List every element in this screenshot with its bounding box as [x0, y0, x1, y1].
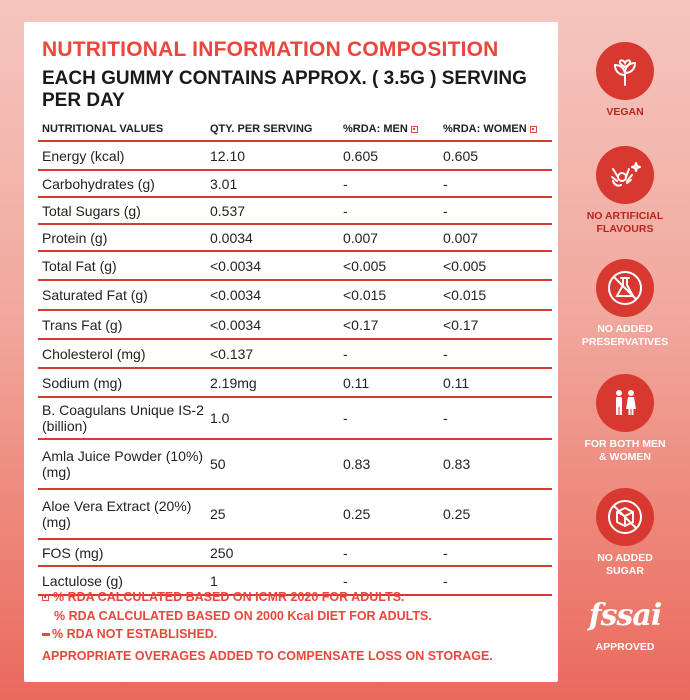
page-title: NUTRITIONAL INFORMATION COMPOSITION [42, 38, 499, 61]
nutrient-name: Amla Juice Powder (10%) (mg) [42, 448, 204, 480]
qty-value: 1 [210, 572, 218, 589]
rda-men-value: <0.015 [343, 287, 387, 303]
qty-value: <0.0034 [210, 316, 261, 333]
table-row [38, 340, 552, 369]
man-woman-icon [596, 374, 654, 432]
plant-heart-icon [596, 42, 654, 100]
fssai-logo: fssai [588, 598, 662, 633]
rda-men-value: 0.83 [343, 456, 371, 472]
rda-men-value: <0.17 [343, 316, 379, 333]
table-row [38, 281, 552, 311]
nutrient-name: FOS (mg) [42, 544, 104, 561]
rda-men-value: - [343, 544, 348, 561]
table-header [38, 118, 552, 142]
nutrient-name: Carbohydrates (g) [42, 175, 155, 192]
badge-no-added-sugar: NO ADDED SUGAR [580, 488, 670, 578]
rda-men-value: - [343, 345, 348, 362]
table-row [38, 142, 552, 171]
rda-women-value: <0.015 [443, 287, 487, 303]
nutrient-name: Total Sugars (g) [42, 202, 141, 219]
qty-value: 0.537 [210, 202, 246, 219]
table-row [38, 540, 552, 567]
qty-value: <0.137 [210, 345, 254, 362]
dash-icon [42, 633, 50, 636]
icmr-marker-icon [411, 126, 418, 133]
rda-women-value: 0.007 [443, 229, 479, 246]
qty-value: 3.01 [210, 175, 238, 192]
rda-women-value: - [443, 345, 448, 362]
badge-no-added-preservatives: NO ADDED PRESERVATIVES [580, 259, 670, 349]
header-rda-men: %RDA: MEN [343, 123, 443, 135]
table-row [38, 440, 552, 490]
header-qty: QTY. PER SERVING [210, 123, 313, 135]
nutrient-name: Saturated Fat (g) [42, 287, 148, 303]
rda-women-value: 0.11 [443, 374, 470, 391]
rda-men-value: - [343, 202, 348, 219]
qty-value: 12.10 [210, 147, 246, 164]
rda-women-value: 0.605 [443, 147, 479, 164]
table-row [38, 311, 552, 340]
qty-value: 1.0 [210, 410, 230, 426]
nutrient-name: Total Fat (g) [42, 257, 117, 274]
table-row [38, 490, 552, 540]
badge-vegan: VEGAN [580, 42, 670, 119]
rda-women-value: <0.005 [443, 257, 487, 274]
ok-hand-icon [596, 146, 654, 204]
nutrient-name: Sodium (mg) [42, 374, 123, 391]
rda-women-value: 0.83 [443, 456, 471, 472]
rda-men-value: - [343, 175, 348, 192]
footnote-overages: APPROPRIATE OVERAGES ADDED TO COMPENSATE LOSS ON STORAGE. [42, 648, 493, 663]
icmr-marker-icon [42, 594, 49, 601]
nutrient-name: B. Coagulans Unique IS-2 (billion) [42, 402, 204, 434]
header-rda-women: %RDA: WOMEN [443, 123, 552, 135]
rda-men-value: - [343, 572, 348, 589]
footnote-not-established: % RDA NOT ESTABLISHED. [42, 625, 552, 644]
qty-value: 2.19mg [210, 374, 257, 391]
nutrient-name: Aloe Vera Extract (20%) (mg) [42, 498, 192, 530]
badge-fssai: fssai APPROVED [580, 598, 670, 654]
rda-men-value: 0.007 [343, 229, 379, 246]
footnote-kcal: % RDA CALCULATED BASED ON 2000 Kcal DIET FOR ADULTS. [54, 608, 432, 623]
rda-men-value: 0.605 [343, 147, 379, 164]
no-sugar-cube-icon [596, 488, 654, 546]
table-body [38, 142, 552, 596]
rda-women-value: - [443, 175, 448, 192]
qty-value: 0.0034 [210, 229, 253, 246]
table-row [38, 369, 552, 398]
table-row [38, 171, 552, 198]
rda-men-value: 0.11 [343, 374, 370, 391]
nutrient-name: Cholesterol (mg) [42, 345, 146, 362]
rda-women-value: - [443, 410, 448, 426]
rda-women-value: - [443, 572, 448, 589]
table-row [38, 225, 552, 252]
badge-men-women: FOR BOTH MEN & WOMEN [580, 374, 670, 464]
qty-value: <0.0034 [210, 287, 261, 303]
nutrient-name: Energy (kcal) [42, 147, 125, 164]
footnote-icmr: % RDA CALCULATED BASED ON ICMR 2020 FOR ADULTS. [42, 588, 552, 607]
rda-women-value: - [443, 544, 448, 561]
rda-women-value: <0.17 [443, 316, 479, 333]
nutrition-card [24, 22, 558, 682]
header-nutritional-values: NUTRITIONAL VALUES [42, 123, 164, 135]
qty-value: 50 [210, 456, 226, 472]
feature-badges [580, 0, 670, 700]
qty-value: <0.0034 [210, 257, 261, 274]
rda-men-value: 0.25 [343, 506, 371, 522]
table-row [38, 198, 552, 225]
nutrient-name: Protein (g) [42, 229, 108, 246]
nutrient-name: Trans Fat (g) [42, 316, 123, 333]
serving-subtitle: EACH GUMMY CONTAINS APPROX. ( 3.5G ) SERVING PER DAY [42, 68, 527, 111]
qty-value: 250 [210, 544, 234, 561]
nutrition-table [38, 118, 552, 596]
icmr-marker-icon [530, 126, 537, 133]
rda-men-value: - [343, 410, 348, 426]
no-flask-icon [596, 259, 654, 317]
rda-women-value: - [443, 202, 448, 219]
rda-women-value: 0.25 [443, 506, 471, 522]
badge-no-artificial-flavours: NO ARTIFICIAL FLAVOURS [580, 146, 670, 236]
footnotes [42, 588, 552, 665]
table-row [38, 252, 552, 281]
table-row [38, 398, 552, 440]
qty-value: 25 [210, 506, 226, 522]
rda-men-value: <0.005 [343, 257, 387, 274]
nutrient-name: Lactulose (g) [42, 572, 123, 589]
